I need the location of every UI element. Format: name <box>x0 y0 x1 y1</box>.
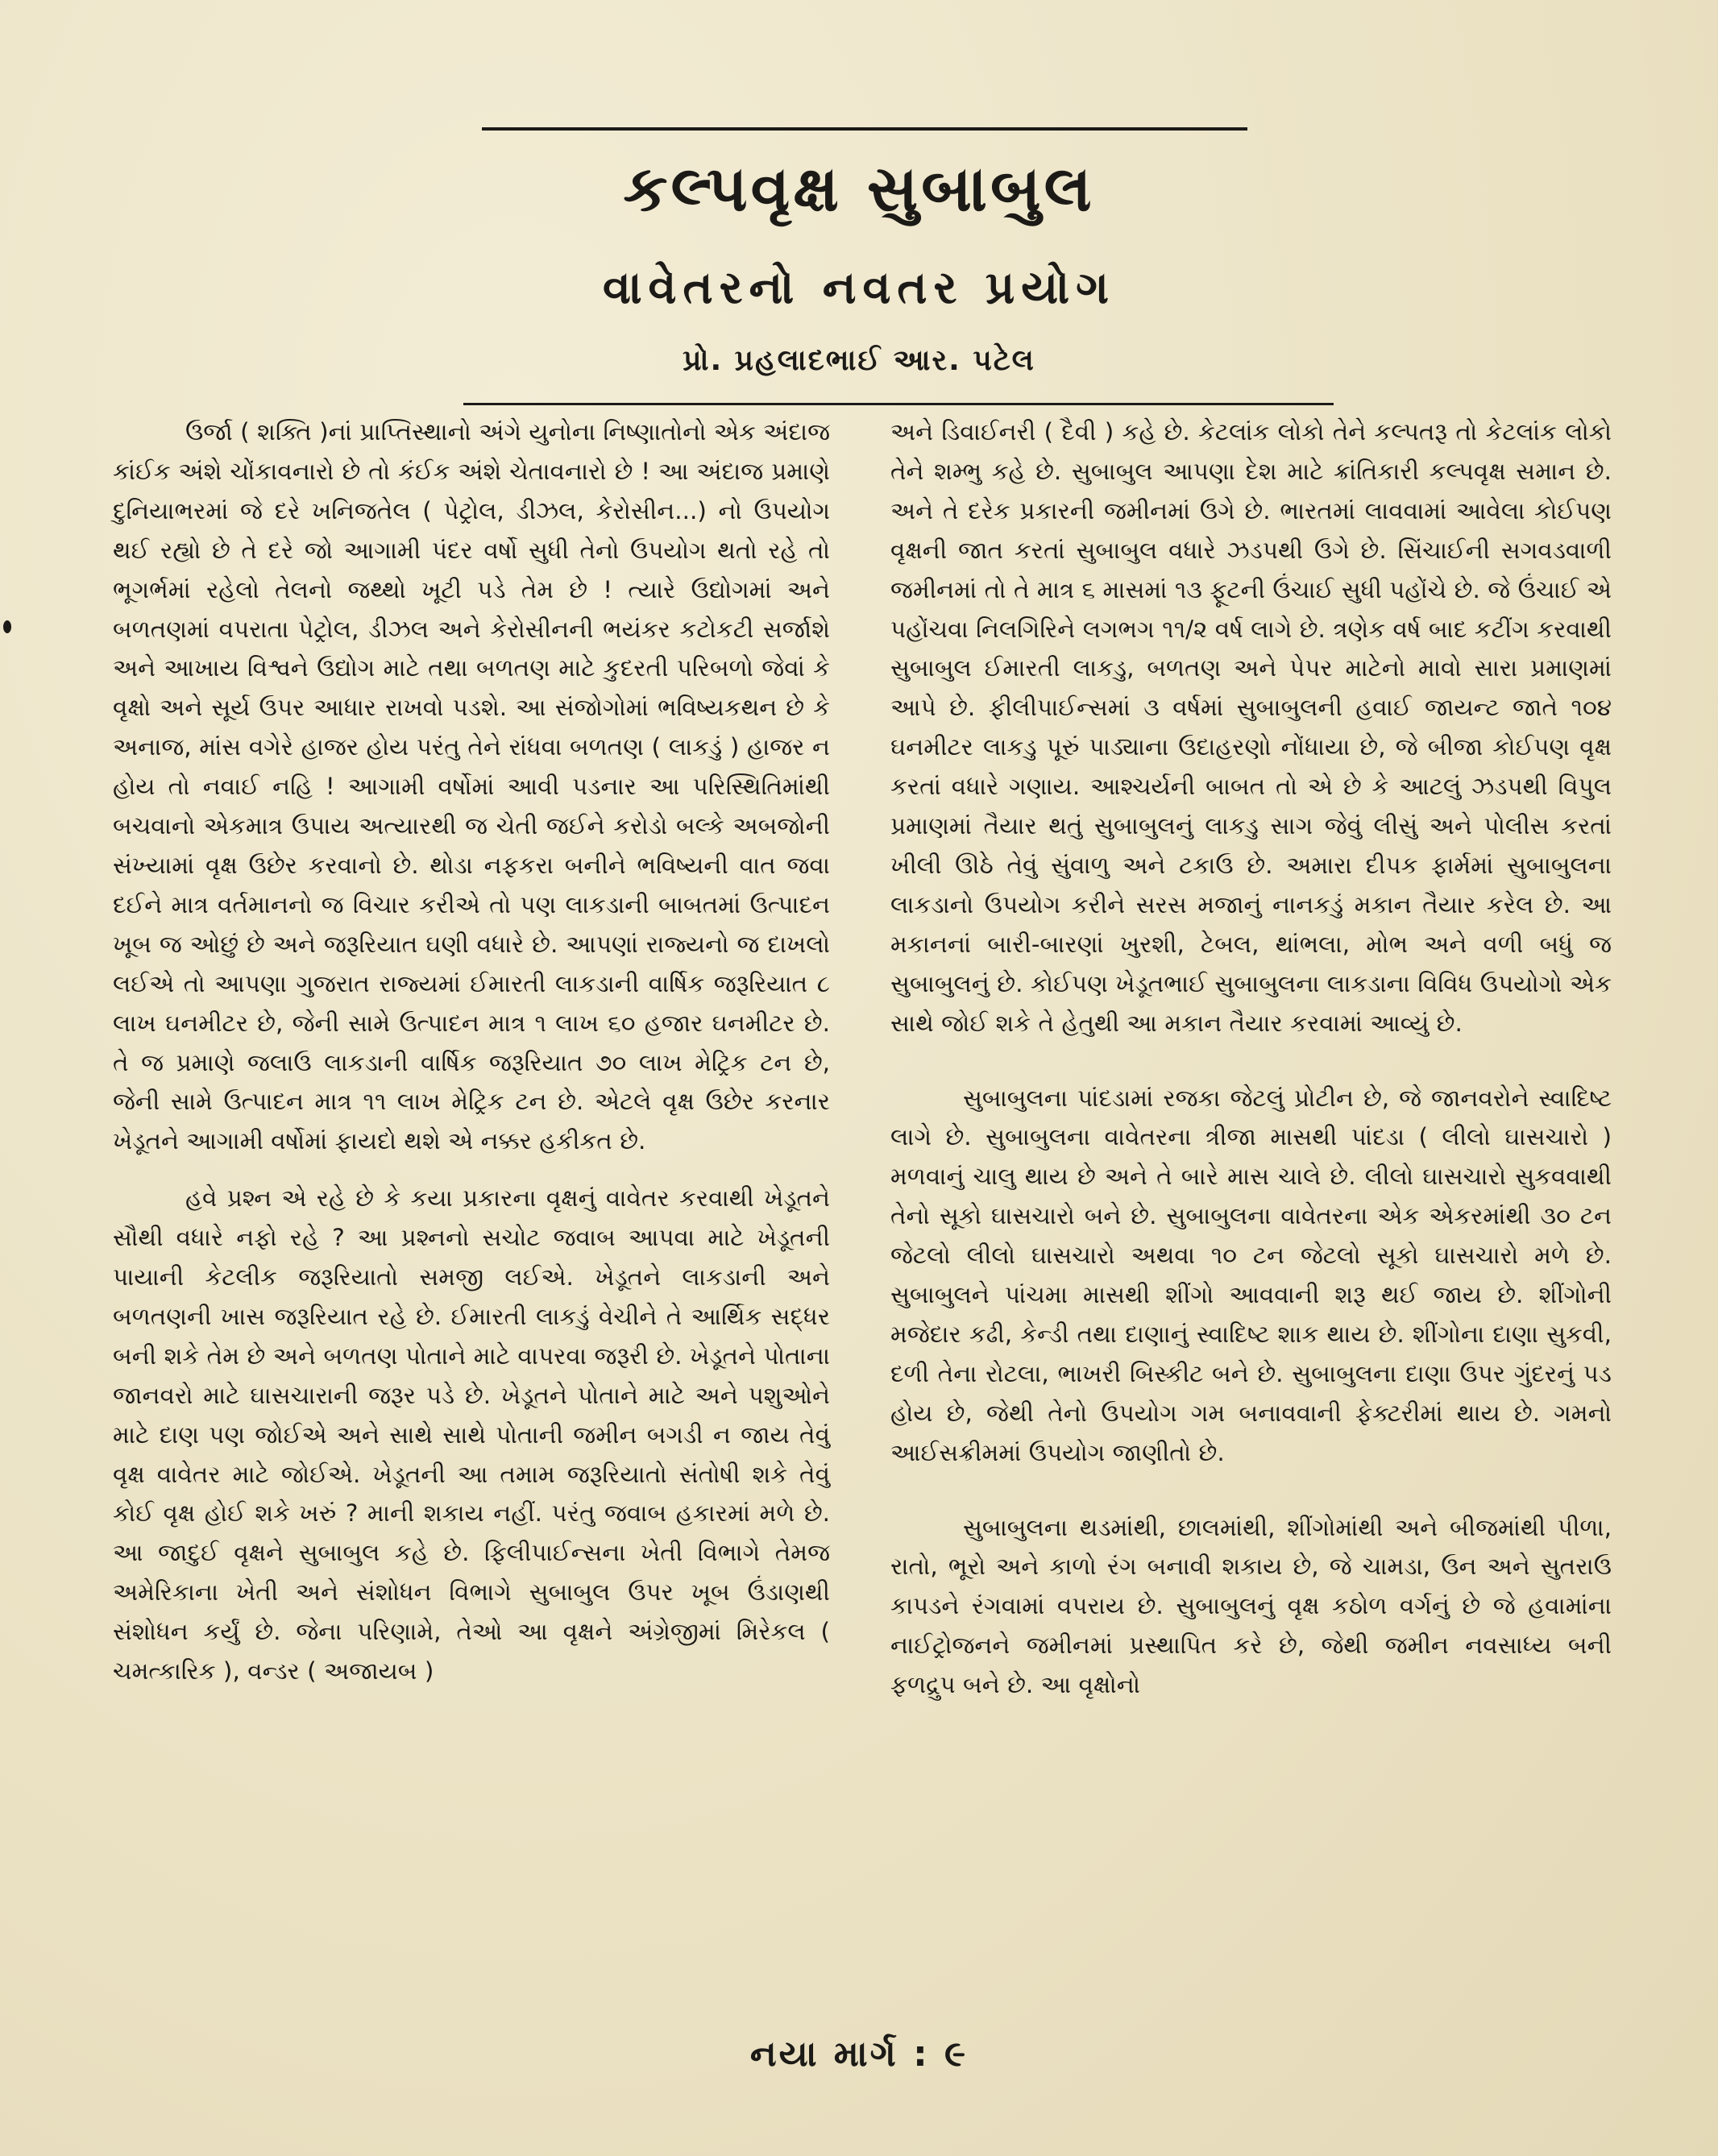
page-number: ૯ <box>944 2034 969 2075</box>
page-footer <box>0 2030 1718 2079</box>
top-rule <box>482 127 1247 131</box>
footer-separator: : <box>913 2034 930 2075</box>
margin-mark <box>3 620 11 633</box>
right-paragraph-2: સુબાબુલના પાંદડામાં રજકા જેટલું પ્રોટીન છે, જે જાનવરોને સ્વાદિષ્ટ લાગે છે. સુબાબુલના વાવેતરના ત્રીજા માસથી પાંદડા ( લીલો ઘાસચારો ) મળવાનું ચાલુ થાય છે અને તે બારે માસ ચાલે છે. લીલો ઘાસચારો સુકવવાથી તેનો સૂકો ઘાસચારો બને છે. સુબાબુલના વાવેતરના એક એકરમાંથી ૩૦ ટન જેટલો લીલો ઘાસચારો અથવા ૧૦ ટન જેટલો સૂકો ઘાસચારો મળે છે. સુબાબુલને પાંચમા માસથી શીંગો આવવાની શરૂ થઈ જાય છે. શીંગોની મજેદાર કઢી, કેન્ડી તથા દાણાનું સ્વાદિષ્ટ શાક થાય છે. શીંગોના દાણા સુકવી, દળી તેના રોટલા, ભાખરી બિસ્કીટ બને છે. સુબાબુલના દાણા ઉપર ગુંદરનું પડ હોય છે, જેથી તેનો ઉપયોગ ગમ બનાવવાની ફેક્ટરીમાં થાય છે. ગમનો આઈસક્રીમમાં ઉપયોગ જાણીતો છે. <box>890 1084 1612 1466</box>
magazine-name: નયા માર્ગ <box>749 2034 898 2075</box>
byline-rule <box>463 403 1334 405</box>
right-paragraph-1: અને ડિવાઈનરી ( દૈવી ) કહે છે. કેટલાંક લોકો તેને કલ્પતરૂ તો કેટલાંક લોકો તેને શમ્ભુ કહે છે. સુબાબુલ આપણા દેશ માટે ક્રાંતિકારી કલ્પવૃક્ષ સમાન છે. અને તે દરેક પ્રકારની જમીનમાં ઉગે છે. ભારતમાં લાવવામાં આવેલા કોઈપણ વૃક્ષની જાત કરતાં સુબાબુલ વધારે ઝડપથી ઉગે છે. સિંચાઈની સગવડવાળી જમીનમાં તો તે માત્ર ૬ માસમાં ૧૩ ફૂટની ઉંચાઈ સુધી પહોંચે છે. જે ઉંચાઈ એ પહોંચવા નિલગિરિને લગભગ ૧૧/૨ વર્ષ લાગે છે. ત્રણેક વર્ષ બાદ કટીંગ કરવાથી સુબાબુલ ઈમારતી લાકડુ, બળતણ અને પેપર માટેનો માવો સારા પ્રમાણમાં આપે છે. ફીલીપાઈન્સમાં ૩ વર્ષમાં સુબાબુલની હવાઈ જાયન્ટ જાતે ૧૦૪ ઘનમીટર લાકડુ પૂરું પાડ્યાના ઉદાહરણો નોંધાયા છે, જે બીજા કોઈપણ વૃક્ષ કરતાં વધારે ગણાય. આશ્ચર્યની બાબત તો એ છે કે આટલું ઝડપથી વિપુલ પ્રમાણમાં તૈયાર થતું સુબાબુલનું લાકડુ સાગ જેવું લીસું અને પોલીસ કરતાં ખીલી ઊઠે તેવું સુંવાળુ અને ટકાઉ છે. અમારા દીપક ફાર્મમાં સુબાબુલના લાકડાનો ઉપયોગ કરીને સરસ મજાનું નાનકડું મકાન તૈયાર કરેલ છે. આ મકાનનાં બારી-બારણાં ખુરશી, ટેબલ, થાંભલા, મોભ અને વળી બધું જ સુબાબુલનું છે. કોઈપણ ખેડૂતભાઈ સુબાબુલના લાકડાના વિવિધ ઉપયોગો એક સાથે જોઈ શકે તે હેતુથી આ મકાન તૈયાર કરવામાં આવ્યું છે. <box>890 418 1612 1037</box>
article-subtitle: વાવેતરનો નવતર પ્રયોગ <box>602 262 1116 314</box>
article-title: કલ્પવૃક્ષ સુબાબુલ <box>623 153 1095 226</box>
right-column <box>890 413 1612 1705</box>
left-paragraph-1: ઉર્જા ( શક્તિ )નાં પ્રાપ્તિસ્થાનો અંગે યુનોના નિષ્ણાતોનો એક અંદાજ કાંઈક અંશે ચોંકાવનારો છે તો કંઈક અંશે ચેતાવનારો છે ! આ અંદાજ પ્રમાણે દુનિયાભરમાં જે દરે ખનિજતેલ ( પેટ્રોલ, ડીઝલ, કેરોસીન...) નો ઉપયોગ થઈ રહ્યો છે તે દરે જો આગામી પંદર વર્ષો સુધી તેનો ઉપયોગ થતો રહે તો ભૂગર્ભમાં રહેલો તેલનો જથ્થો ખૂટી પડે તેમ છે ! ત્યારે ઉદ્યોગમાં અને બળતણમાં વપરાતા પેટ્રોલ, ડીઝલ અને કેરોસીનની ભયંકર કટોકટી સર્જાશે અને આખાય વિશ્વને ઉદ્યોગ માટે તથા બળતણ માટે કુદરતી પરિબળો જેવાં કે વૃક્ષો અને સૂર્ય ઉપર આધાર રાખવો પડશે. આ સંજોગોમાં ભવિષ્યકથન છે કે અનાજ, માંસ વગેરે હાજર હોય પરંતુ તેને રાંધવા બળતણ ( લાકડું ) હાજર ન હોય તો નવાઈ નહિ ! આગામી વર્ષોમાં આવી પડનાર આ પરિસ્થિતિમાંથી બચવાનો એકમાત્ર ઉપાય અત્યારથી જ ચેતી જઈને કરોડો બલ્કે અબજોની સંખ્યામાં વૃક્ષ ઉછેર કરવાનો છે. થોડા નફકરા બનીને ભવિષ્યની વાત જવા દઈને માત્ર વર્તમાનનો જ વિચાર કરીએ તો પણ લાકડાની બાબતમાં ઉત્પાદન ખૂબ જ ઓછું છે અને જરૂરિયાત ઘણી વધારે છે. આપણાં રાજ્યનો જ દાખલો લઈએ તો આપણા ગુજરાત રાજ્યમાં ઈમારતી લાકડાની વાર્ષિક જરૂરિયાત ૮ લાખ ઘનમીટર છે, જેની સામે ઉત્પાદન માત્ર ૧ લાખ ૬૦ હજાર ઘનમીટર છે. તે જ પ્રમાણે જલાઉ લાકડાની વાર્ષિક જરૂરિયાત ૭૦ લાખ મેટ્રિક ટન છે, જેની સામે ઉત્પાદન માત્ર ૧૧ લાખ મેટ્રિક ટન છે. એટલે વૃક્ષ ઉછેર કરનાર ખેડૂતને આગામી વર્ષોમાં ફાયદો થશે એ નક્કર હકીકત છે. <box>113 418 830 1155</box>
left-paragraph-2: હવે પ્રશ્ન એ રહે છે કે કયા પ્રકારના વૃક્ષનું વાવેતર કરવાથી ખેડૂતને સૌથી વધારે નફો રહે ? આ પ્રશ્નનો સચોટ જવાબ આપવા માટે ખેડૂતની પાયાની કેટલીક જરૂરિયાતો સમજી લઈએ. ખેડૂતને લાકડાની અને બળતણની ખાસ જરૂરિયાત રહે છે. ઈમારતી લાકડું વેચીને તે આર્થિક સદ્ધર બની શકે તેમ છે અને બળતણ પોતાને માટે વાપરવા જરૂરી છે. ખેડૂતને પોતાના જાનવરો માટે ઘાસચારાની જરૂર પડે છે. ખેડૂતને પોતાને માટે અને પશુઓને માટે દાણ પણ જોઈએ અને સાથે સાથે પોતાની જમીન બગડી ન જાય તેવું વૃક્ષ વાવેતર માટે જોઈએ. ખેડૂતની આ તમામ જરૂરિયાતો સંતોષી શકે તેવું કોઈ વૃક્ષ હોઈ શકે ખરું ? માની શકાય નહીં. પરંતુ જવાબ હકારમાં મળે છે. આ જાદુઈ વૃક્ષને સુબાબુલ કહે છે. ફિલીપાઈન્સના ખેતી વિભાગે તેમજ અમેરિકાના ખેતી અને સંશોધન વિભાગે સુબાબુલ ઉપર ખૂબ ઉંડાણથી સંશોધન કર્યું છે. જેના પરિણામે, તેઓ આ વૃક્ષને અંગ્રેજીમાં મિરેકલ ( ચમત્કારિક ), વન્ડર ( અજાયબ ) <box>113 1184 830 1685</box>
article-author: પ્રો. પ્રહલાદભાઈ આર. પટેલ <box>683 344 1035 377</box>
left-column <box>113 413 830 1691</box>
right-paragraph-3: સુબાબુલના થડમાંથી, છાલમાંથી, શીંગોમાંથી અને બીજમાંથી પીળા, રાતો, ભૂરો અને કાળો રંગ બનાવી શકાય છે, જે ચામડા, ઉન અને સુતરાઉ કાપડને રંગવામાં વપરાય છે. સુબાબુલનું વૃક્ષ કઠોળ વર્ગનું છે જે હવામાંના નાઈટ્રોજનને જમીનમાં પ્રસ્થાપિત કરે છે, જેથી જમીન નવસાધ્ય બની ફળદ્રુપ બને છે. આ વૃક્ષોનો <box>890 1513 1612 1699</box>
